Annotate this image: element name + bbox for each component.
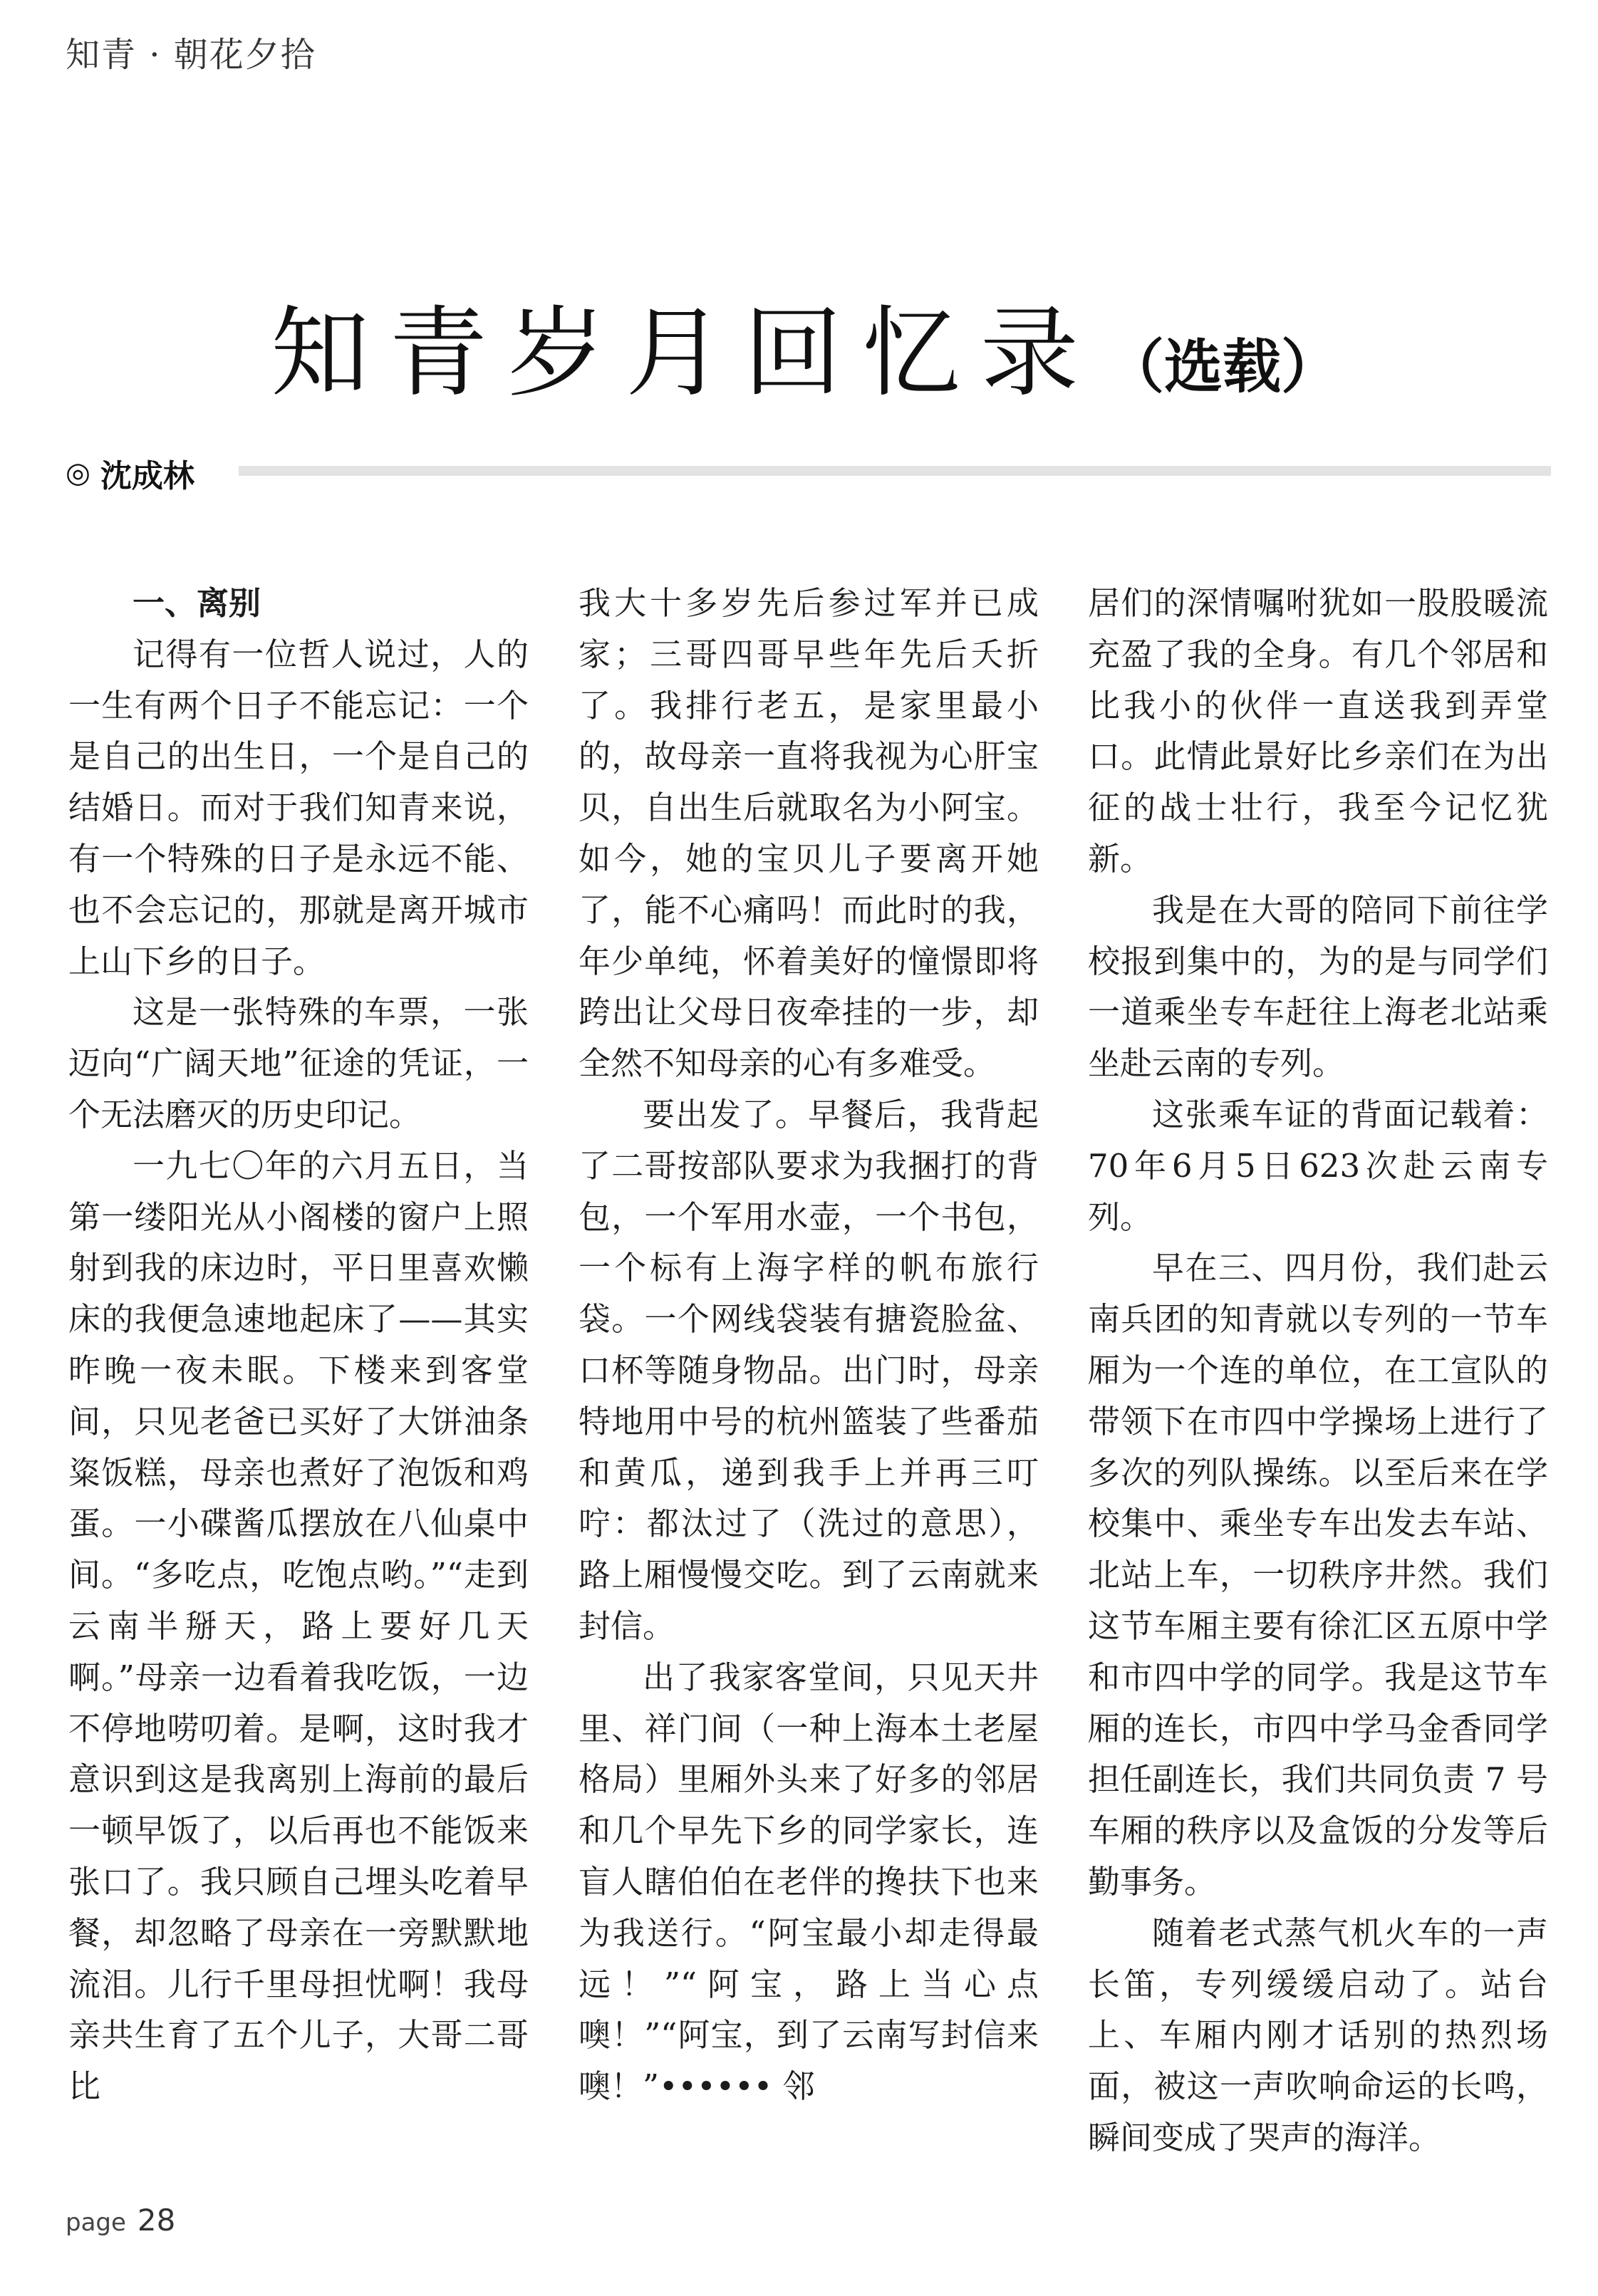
paragraph: 记得有一位哲人说过，人的一生有两个日子不能忘记：一个是自己的出生日，一个是自己的结婚日。而对于我们知青来说，有一个特殊的日子是永远不能、也不会忘记的，那就是离开城市上山下乡的日子。	[68, 635, 529, 980]
paragraph: 我是在大哥的陪同下前往学校报到集中的，为的是与同学们一道乘坐专车赶往上海老北站乘坐赴云南的专列。	[1088, 890, 1548, 1083]
paragraph: 居们的深情嘱咐犹如一股股暖流充盈了我的全身。有几个邻居和比我小的伙伴一直送我到弄堂口。此情此景好比乡亲们在为出征的战士壮行，我至今记忆犹新。	[1088, 584, 1548, 878]
text-column-1	[68, 578, 529, 2112]
byline	[66, 450, 194, 496]
paragraph: 早在三、四月份，我们赴云南兵团的知青就以专列的一节车厢为一个连的单位，在工宣队的带领下在市四中学操场上进行了多次的列队操练。以至后来在学校集中、乘坐专车出发去车站、北站上车，一切秩序井然。我们这节车厢主要有徐汇区五原中学和市四中学的同学。我是这节车厢的连长，市四中学马金香同学担任副连长，我们共同负责 7 号车厢的秩序以及盒饭的分发等后勤事务。	[1088, 1249, 1548, 1901]
article-title-block	[271, 274, 1339, 415]
paragraph: 要出发了。早餐后，我背起了二哥按部队要求为我捆打的背包，一个军用水壶，一个书包，一个标有上海字样的帆布旅行袋。一个网线袋装有搪瓷脸盆、口杯等随身物品。出门时，母亲特地用中号的杭州篮装了些番茄和黄瓜，递到我手上并再三叮咛：都汰过了（洗过的意思），路上厢慢慢交吃。到了云南就来封信。	[579, 1095, 1039, 1645]
author-name: 沈成林	[100, 458, 194, 494]
paragraph: 一九七〇年的六月五日，当第一缕阳光从小阁楼的窗户上照射到我的床边时，平日里喜欢懒床的我便急速地起床了——其实昨晚一夜未眠。下楼来到客堂间，只见老爸已买好了大饼油条粢饭糕，母亲也煮好了泡饭和鸡蛋。一小碟酱瓜摆放在八仙桌中间。“多吃点，吃饱点哟。”“走到云南半掰天，路上要好几天啊。”母亲一边看着我吃饭，一边不停地唠叨着。是啊，这时我才意识到这是我离别上海前的最后一顿早饭了，以后再也不能饭来张口了。我只顾自己埋头吃着早餐，却忽略了母亲在一旁默默地流泪。儿行千里母担忧啊！我母亲共生育了五个儿子，大哥二哥比	[68, 1146, 529, 2106]
paragraph: 我大十多岁先后参过军并已成家；三哥四哥早些年先后夭折了。我排行老五，是家里最小的，故母亲一直将我视为心肝宝贝，自出生后就取名为小阿宝。如今，她的宝贝儿子要离开她了，能不心痛吗！而此时的我，年少单纯，怀着美好的憧憬即将跨出让父母日夜牵挂的一步，却全然不知母亲的心有多难受。	[579, 584, 1039, 1083]
paragraph: 随着老式蒸气机火车的一声长笛，专列缓缓启动了。站台上、车厢内刚才话别的热烈场面，被这一声吹响命运的长鸣，瞬间变成了哭声的海洋。	[1088, 1913, 1548, 2156]
byline-rule	[239, 466, 1551, 476]
article-title: 知青岁月回忆录	[271, 296, 1099, 410]
text-column-3	[1088, 578, 1548, 2163]
section-tag: 知青 · 朝花夕拾	[66, 35, 316, 75]
section-heading: 一、离别	[133, 584, 261, 622]
byline-mark-icon: ◎	[66, 457, 90, 489]
text-column-2	[579, 578, 1039, 2112]
page-number: 28	[137, 2203, 176, 2238]
paragraph: 这是一张特殊的车票，一张迈向“广阔天地”征途的凭证，一个无法磨灭的历史印记。	[68, 993, 529, 1133]
page-label: page	[66, 2208, 126, 2237]
paragraph: 出了我家客堂间，只见天井里、祥门间（一种上海本土老屋格局）里厢外头来了好多的邻居和几个早先下乡的同学家长，连盲人瞎伯伯在老伴的搀扶下也来为我送行。“阿宝最小却走得最远！”“阿宝，路上当心点噢！”“阿宝，到了云南写封信来噢！”•••••• 邻	[579, 1658, 1039, 2106]
page-footer	[66, 2203, 175, 2238]
paragraph: 这张乘车证的背面记载着：70年6月5日623次赴云南专列。	[1088, 1095, 1548, 1236]
article-subtitle: （选载）	[1106, 333, 1340, 401]
